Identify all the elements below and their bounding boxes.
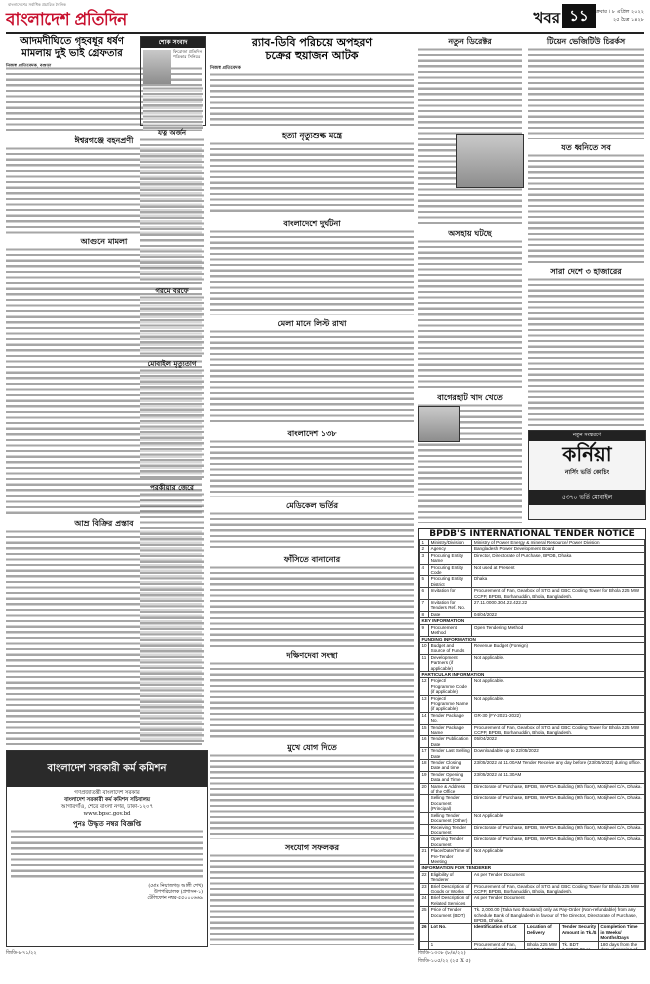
tender-row xyxy=(420,642,645,654)
tender-section-label: KEY INFORMATION xyxy=(420,618,645,624)
bpsc-sig-title: উপপরিচালক (প্রশাসন-১) xyxy=(153,889,203,895)
tender-cell: Not Applicable xyxy=(472,848,645,865)
subhead-center-3: মেলা মানে লিস্ট রাখা xyxy=(277,318,347,328)
tender-cell: Project/ Programme Code (if applicable) xyxy=(429,678,472,695)
obituary-photo xyxy=(143,50,171,84)
tender-cell: Brief Description of Related Services xyxy=(429,895,472,907)
tender-cell: 9 xyxy=(420,624,429,636)
tender-cell: Date xyxy=(429,611,472,617)
tender-row xyxy=(420,748,645,760)
tender-cell: 5 xyxy=(420,576,429,588)
tender-cell: Ministry/Division xyxy=(429,540,472,546)
tender-cell: Not Applicable xyxy=(472,812,645,824)
tender-row xyxy=(420,924,645,941)
tender-cell: Downloadable up to 22/05/2022 xyxy=(472,748,645,760)
tender-row xyxy=(420,760,645,772)
tender-cell: 25 xyxy=(420,907,429,924)
tender-cell: 20 xyxy=(420,783,429,795)
obituary-box xyxy=(140,36,206,126)
tender-row xyxy=(420,783,645,795)
tender-row xyxy=(420,654,645,671)
tender-cell: Name & Address of the Office xyxy=(429,783,472,795)
tender-cell xyxy=(420,812,429,824)
tender-section-label: FUNDING INFORMATION xyxy=(420,636,645,642)
tender-cell: Invitation for xyxy=(429,588,472,600)
tender-cell: 21 xyxy=(420,848,429,865)
tender-cell: 22 xyxy=(420,871,429,883)
tender-row xyxy=(420,678,645,695)
subhead-col5-2: অসহায় ঘটছে xyxy=(448,228,492,238)
tender-cell: 17 xyxy=(420,748,429,760)
obituary-title: শোক সংবাদ xyxy=(141,37,205,48)
bpsc-sig-phone: টেলিফোন নম্বর-৫৫০০০৬৬৯ xyxy=(147,895,203,901)
subhead-col6-1: টিয়েন ভেজিটিউ চিরর্কস xyxy=(546,36,626,46)
tender-cell xyxy=(420,824,429,836)
tender-cell: 04/04/2022 xyxy=(472,611,645,617)
tender-cell: Agency xyxy=(429,546,472,552)
tender-cell: Project/ Programme Name (if applicable) xyxy=(429,695,472,712)
subhead-care: যত্ন অর্জন xyxy=(157,128,187,137)
tender-cell: Price of Tender Document (BDT) xyxy=(429,907,472,924)
tender-cell: 180 days from the date of opening of xyxy=(598,941,644,950)
tender-cell: Director, Directorate of Purchase, BPDB, Dhaka xyxy=(472,552,645,564)
tender-cell: Development Partners (if applicable) xyxy=(429,654,472,671)
tender-cell: 24 xyxy=(420,895,429,907)
tender-cell: 7 xyxy=(420,600,429,612)
tender-row xyxy=(420,883,645,895)
tender-cell: 26 xyxy=(420,924,429,941)
tender-row xyxy=(420,600,645,612)
tender-cell: 11 xyxy=(420,654,429,671)
tender-cell: Directorate of Purchase, BPDB, WAPDA Building (9th floor), Motijheel C/A, Dhaka. xyxy=(472,824,645,836)
tender-cell: 1 xyxy=(429,941,472,950)
bpsc-sig-name: (মোঃ নিয়াজগড় আলী শেখ) xyxy=(148,884,203,889)
bpsc-body xyxy=(7,829,207,881)
tender-cell: Not applicable. xyxy=(472,695,645,712)
bpsc-notice-title: পুনঃ উদ্ধৃত নম্বর বিজ্ঞপ্তি xyxy=(72,819,142,828)
date-bengali: ২৫ চৈত্র ১৪২৮ xyxy=(612,17,644,23)
tender-title: BPDB'S INTERNATIONAL TENDER NOTICE xyxy=(429,529,635,539)
subhead-fire-case: আগুনে মামলা xyxy=(80,236,128,246)
tender-row xyxy=(420,564,645,576)
ad-brand: কর্নিয়া xyxy=(562,442,612,466)
subhead-heat: গরমে বরফে xyxy=(155,286,189,295)
tender-ref xyxy=(418,950,558,966)
tender-cell: Tender Last Selling Date xyxy=(429,748,472,760)
tender-cell: Not applicable. xyxy=(472,678,645,695)
tender-cell: Place/Date/Time of Pre-Tender Meeting xyxy=(429,848,472,865)
bpsc-website-link[interactable]: www.bpsc.gov.bd xyxy=(83,811,131,817)
newspaper-logo: বাংলাদেশ প্রতিদিন xyxy=(6,10,127,30)
tender-cell: Procurement of Fan, Gearbox of STG and GBC Cooling Tower for Bhola 225 MW CCPP, BPDB, Borhanuddin, Bhola, Bangladesh. xyxy=(472,588,645,600)
tender-cell: Budget and Source of Funds xyxy=(429,642,472,654)
tender-cell: Bangladesh Power Development Board xyxy=(472,546,645,552)
tender-cell: Tender Opening Data and Time xyxy=(429,771,472,783)
tender-row xyxy=(420,941,645,950)
bpsc-banner: বাংলাদেশ সরকারী কর্ম কমিশন xyxy=(7,751,207,787)
tender-cell: Eligibility of Tenderer xyxy=(429,871,472,883)
obituary-name: ফিরোজা প্রতিদিন পত্রিকার সিনিয়র xyxy=(173,49,203,59)
tender-cell: 27.11.0000.304.22.422.22 xyxy=(472,600,645,612)
tender-row xyxy=(420,588,645,600)
tender-row xyxy=(420,552,645,564)
tender-cell: 10 xyxy=(420,642,429,654)
subhead-affair: পরকীয়ার জেরে xyxy=(150,483,194,492)
tender-cell: Brief Description of Goods or Works xyxy=(429,883,472,895)
ad-bottom-strip: ৫৩৭০ ভর্তি মোবাইল xyxy=(529,490,645,505)
tender-cell: Dhaka xyxy=(472,576,645,588)
tender-row xyxy=(420,724,645,736)
tender-cell: Tender Package No. xyxy=(429,712,472,724)
ref-line-1: জিডি-১৩৩৮ (৮/৪/২২) xyxy=(418,950,466,956)
tender-cell: 2 xyxy=(420,546,429,552)
tender-cell: Tender Package Name xyxy=(429,724,472,736)
tender-cell: 6 xyxy=(420,588,429,600)
subhead-col5-3: বাগেরহাট খাদ খেতে xyxy=(437,392,503,402)
tender-cell: 16 xyxy=(420,736,429,748)
tender-row xyxy=(420,848,645,865)
subhead-center-9: সংযোগ সফলকর xyxy=(285,842,339,852)
tender-cell: Completion Time in Weeks/ Months/Days xyxy=(598,924,644,941)
bpsc-ad xyxy=(6,750,208,947)
bpsc-signature xyxy=(7,884,207,901)
tender-cell: Procuring Entity District xyxy=(429,576,472,588)
tender-cell: Identification of Lot xyxy=(472,924,525,941)
tender-cell: Procurement Method xyxy=(429,624,472,636)
tender-cell: Receiving Tender Document xyxy=(429,824,472,836)
tender-section-label: PARTICULAR INFORMATION xyxy=(420,671,645,677)
tender-cell: 3 xyxy=(420,552,429,564)
news-photo xyxy=(456,134,524,188)
subhead-center-5: মেডিকেল ভর্তির xyxy=(285,500,339,510)
subhead-center-8: মুখে যোগ দিতে xyxy=(287,742,337,752)
subhead-center-7: দক্ষিণদেবা সংস্থা xyxy=(286,650,338,660)
tender-cell: GR-30 (FY-2021-2022) xyxy=(472,712,645,724)
tender-cell: As per Tender Document xyxy=(472,895,645,907)
tender-cell: Tender Security Amount in Tk./$ xyxy=(560,924,599,941)
tender-row xyxy=(420,771,645,783)
tender-cell: Tender Publication Date xyxy=(429,736,472,748)
tender-notice xyxy=(418,528,646,950)
bpsc-line-1: গণপ্রজাতন্ত্রী বাংলাদেশ সরকার xyxy=(74,790,140,796)
tender-section-label: INFORMATION FOR TENDERER xyxy=(420,865,645,871)
tender-cell: Tk. 2,000.00 (Taka two thousand) only as Pay-Order (Non-refundable) from any schedule Bank of Bangladesh in favour of The Director, Directorate of Purchase, BPDB, Dhaka. xyxy=(472,907,645,924)
subhead-center-1: হত্যা নৃত্যুশুল্ক মন্ত্রে xyxy=(281,130,343,140)
subhead-center-4: বাংলাদেশ ১৩৮ xyxy=(287,428,337,438)
tender-cell: Open Tendering Method xyxy=(472,624,645,636)
tender-cell: 23/05/2022 at 11.30AM xyxy=(472,771,645,783)
tender-cell: 1 xyxy=(420,540,429,546)
ref-line-2: জিডি-১০৫/২২ (২৫ X ৫) xyxy=(418,958,471,964)
tender-row xyxy=(420,824,645,836)
byline: নিজস্ব প্রতিবেদক xyxy=(210,66,241,71)
tender-cell: 14 xyxy=(420,712,429,724)
tender-cell: Invitation for Tenders Ref. No. xyxy=(429,600,472,612)
subhead-mobile: মোবাইল মৃত্যুতাগ xyxy=(147,359,197,368)
tender-cell: 18 xyxy=(420,760,429,772)
tender-row xyxy=(420,895,645,907)
tender-row xyxy=(420,712,645,724)
tender-row xyxy=(420,576,645,588)
headline: আদমদীঘিতে গৃহবধূর ধর্ষণ মামলায় দুই ভাই গ্রেফতার xyxy=(20,36,124,59)
subhead-ishwarganj: ঈশ্বরগঞ্জে বহনপ্রণী xyxy=(74,135,134,145)
tender-cell: 8 xyxy=(420,611,429,617)
tender-cell: Location of Delivery xyxy=(525,924,560,941)
tender-cell: 15 xyxy=(420,724,429,736)
tender-cell: Not used at Present xyxy=(472,564,645,576)
tender-cell: Selling Tender Document (Principal) xyxy=(429,795,472,812)
tender-row xyxy=(420,836,645,848)
tender-row xyxy=(420,695,645,712)
article-abduction xyxy=(210,36,414,72)
tender-cell: 05/04/2022 xyxy=(472,736,645,748)
section-title: খবর xyxy=(533,9,560,27)
tender-cell: As per Tender Document xyxy=(472,871,645,883)
tender-cell: 12 xyxy=(420,678,429,695)
tender-cell: Procurement of Fan, Gearbox of STG and xyxy=(472,941,525,950)
subhead-col6-2: যত ধ্বনিতে সব xyxy=(561,142,611,152)
subhead-col5-1: নতুন ডিরেক্টর xyxy=(448,36,492,46)
tender-row xyxy=(420,871,645,883)
tender-cell: Directorate of Purchase, BPDB, WAPDA Building (9th floor), Motijheel C/A, Dhaka. xyxy=(472,783,645,795)
tender-row xyxy=(420,624,645,636)
tender-cell: Procurement of Fan, Gearbox of STG and GBC Cooling Tower for Bhola 225 MW CCPP, BPDB, Borhanuddin, Bhola, Bangladesh. xyxy=(472,883,645,895)
date-gregorian: শুক্রবার । ৮ এপ্রিল ২০২২ xyxy=(591,9,644,15)
dateline xyxy=(591,8,644,24)
tender-cell xyxy=(420,941,429,950)
subhead-center-6: ফাঁসিতে বানানোর xyxy=(283,554,341,564)
bpsc-header xyxy=(7,790,207,827)
tender-cell: Procuring Entity Name xyxy=(429,552,472,564)
tender-cell: Directorate of Purchase, BPDB, WAPDA Building (9th floor), Motijheel C/A, Dhaka. xyxy=(472,836,645,848)
tender-cell: 4 xyxy=(420,564,429,576)
headline-line2: চক্রের হুয়াজন আটক xyxy=(265,49,359,62)
subhead-col6-3: সারা দেশে ৩ হাজারের xyxy=(550,266,622,276)
news-photo-2 xyxy=(418,406,460,442)
tender-cell: Selling Tender Document (Other) xyxy=(429,812,472,824)
tender-cell: Bhola 225 MW CCPP, BPDB, xyxy=(525,941,560,950)
tender-cell: Procurement of Fan, Gearbox of STG and GBC Cooling Tower for Bhola 225 MW CCPP, BPDB, Borhanuddin, Bhola, Bangladesh. xyxy=(472,724,645,736)
tender-row xyxy=(420,736,645,748)
tender-cell: 19 xyxy=(420,771,429,783)
page-number: ১১ xyxy=(562,4,596,28)
bpsc-ref: জিডি-৮৭১/২২ xyxy=(6,950,37,956)
tender-cell xyxy=(420,836,429,848)
tender-cell: Ministry of Power Energy & mineral Resource/ Power Division xyxy=(472,540,645,546)
tender-cell: 23/05/2022 at 11.00AM Tender Receive any day before (23/05/2022) during office. xyxy=(472,760,645,772)
tender-row xyxy=(420,812,645,824)
bpsc-line-3: আগারগাঁও, শেরে বাংলা নগর, ঢাকা-১২০৭ xyxy=(60,804,154,810)
ad-top-strip: নতুন সংস্করণে xyxy=(529,431,645,441)
tender-cell xyxy=(420,795,429,812)
tender-cell: Not applicable. xyxy=(472,654,645,671)
masthead xyxy=(6,4,644,34)
tender-cell: Opening Tender Document xyxy=(429,836,472,848)
tender-cell: Procuring Entity Code xyxy=(429,564,472,576)
karnia-ad xyxy=(528,430,646,520)
tender-table xyxy=(419,539,645,950)
logo-tagline: বাংলাদেশের সর্বাধিক প্রচারিত দৈনিক xyxy=(8,2,66,7)
article-rape-arrest xyxy=(6,36,138,70)
tender-cell: Tender Closing Date and time xyxy=(429,760,472,772)
tender-cell: 23 xyxy=(420,883,429,895)
tender-row xyxy=(420,907,645,924)
ad-sub: নার্সিং ভর্তি কোচিং xyxy=(564,469,610,476)
tender-cell: Revenue Budget (Foreign) xyxy=(472,642,645,654)
tender-cell: Directorate of Purchase, BPDB, WAPDA Building (9th floor), Motijheel C/A, Dhaka. xyxy=(472,795,645,812)
tender-cell: 13 xyxy=(420,695,429,712)
tender-row xyxy=(420,795,645,812)
tender-cell: Tk. BDT 2,60000.00 or xyxy=(560,941,599,950)
subhead-center-2: বাংলাদেশে দুর্ঘটনা xyxy=(283,218,341,228)
headline-line1: র‍্যাব-ডিবি পরিচয়ে অপহরণ xyxy=(251,36,373,49)
tender-cell: Lot No. xyxy=(429,924,472,941)
subhead-mango: আম্র বিক্রির প্রস্তাব xyxy=(74,518,134,528)
bpsc-line-2: বাংলাদেশ সরকারী কর্ম কমিশন সচিবালয় xyxy=(64,797,150,803)
